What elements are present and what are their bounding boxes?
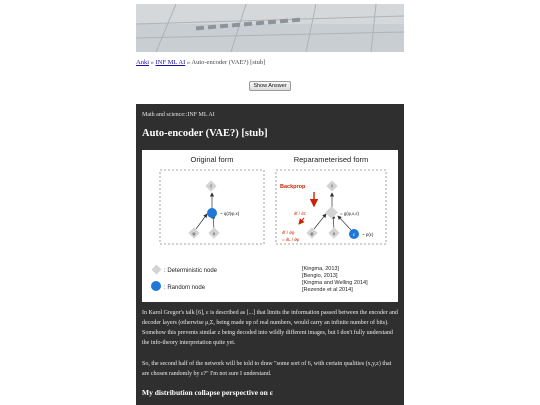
- breadcrumb-link-deck[interactable]: INF ML AI: [155, 59, 186, 66]
- backprop-label: Backprop: [280, 184, 306, 190]
- node-phi-label: φ: [310, 231, 314, 236]
- paragraph-second-half: So, the second half of the network will be told to draw "some sort of 6, with certain qualities (x,y,z) that are chosen randomly by ε?" I'm not sure I understand.: [142, 361, 392, 377]
- deck-name: Math and science::INF ML AI: [142, 112, 215, 118]
- header-photo: [136, 4, 404, 52]
- left-graph: [188, 180, 239, 238]
- breadcrumb: [136, 59, 265, 66]
- reference-item: [Rezende et al 2014]: [302, 287, 353, 293]
- eps-label: ~ p(ε): [362, 232, 374, 237]
- legend-deterministic-label: : Deterministic node: [164, 268, 218, 274]
- random-node-icon: [151, 281, 161, 291]
- deterministic-node-icon: [152, 265, 162, 275]
- breadcrumb-current: Auto-encoder (VAE?) [stub]: [191, 59, 266, 66]
- random-node-icon: [207, 208, 217, 218]
- z-right-label: = g(φ,x,ε): [340, 211, 360, 216]
- node-f-label: f: [210, 184, 212, 189]
- gradient-f-phi-label: ∂f / ∂φ: [282, 230, 295, 235]
- reference-item: [Bengio, 2013]: [302, 273, 338, 279]
- node-x-label: x: [332, 231, 336, 236]
- reparameterisation-diagram: [142, 150, 398, 302]
- node-eps-label: ε: [352, 232, 356, 237]
- right-graph: [280, 180, 374, 242]
- reference-item: [Kingma and Welling 2014]: [302, 280, 368, 286]
- reference-item: [Kingma, 2013]: [302, 266, 339, 272]
- card-title: Auto-encoder (VAE?) [stub]: [142, 128, 268, 139]
- z-left-label: ~ q(z|φ,x): [220, 211, 240, 216]
- node-phi-label: φ: [192, 231, 196, 236]
- right-form-title: Reparameterised form: [293, 155, 369, 164]
- breadcrumb-link-anki[interactable]: Anki: [136, 59, 149, 66]
- deterministic-node-icon: [325, 206, 338, 219]
- breadcrumb-separator: »: [185, 59, 192, 66]
- paragraph-epsilon-info: In Karol Gregor's talk [6], ε is described as [...] that limits the information passed between the encoder and decoder layers (otherwise μ,Σ, being made up of real numbers, would carry an infinite number of bits). Somehow this prevents similar z being decoded into wildly different images, but I don't fully understand the info-theory interpretation quite yet.: [142, 310, 398, 346]
- node-f-label: f: [331, 184, 333, 189]
- show-answer-button[interactable]: Show Answer: [249, 81, 291, 91]
- node-x-label: x: [212, 231, 216, 236]
- references: [302, 266, 368, 293]
- legend-random-label: : Random node: [164, 285, 206, 291]
- breadcrumb-separator: »: [149, 59, 156, 66]
- flashcard: [136, 104, 404, 405]
- left-form-title: Original form: [190, 155, 234, 164]
- legend: [151, 265, 218, 291]
- gradient-l-phi-label: = ∂L / ∂φ: [282, 237, 300, 242]
- gradient-f-z-label: ∂f / ∂z: [294, 211, 306, 216]
- section-heading: My distribution collapse perspective on ε: [142, 388, 273, 397]
